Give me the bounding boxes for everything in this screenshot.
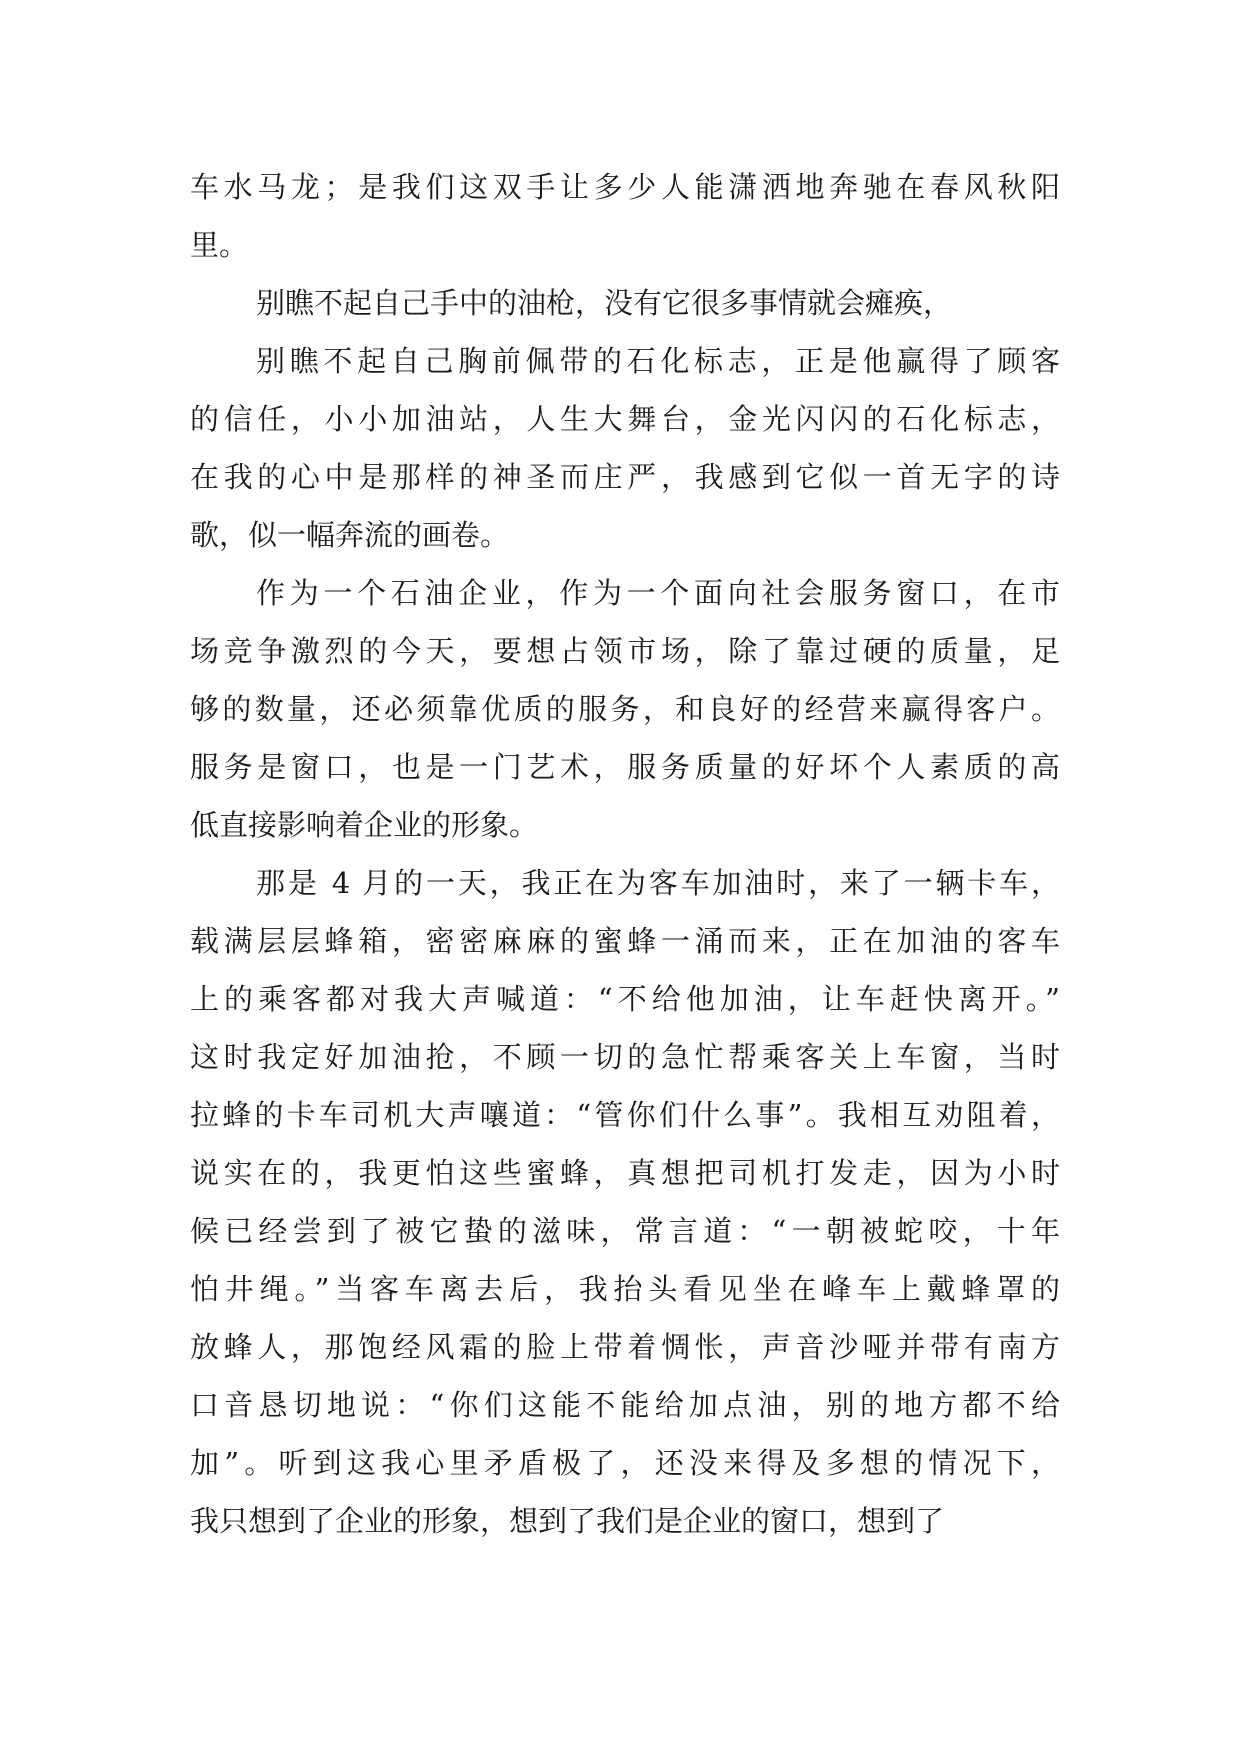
paragraph-line: 上的乘客都对我大声喊道：“不给他加油，让车赶快离开。” <box>190 982 1060 1016</box>
paragraph-line: 这时我定好加油抢，不顾一切的急忙帮乘客关上车窗，当时 <box>190 1040 1060 1074</box>
paragraph-line: 拉蜂的卡车司机大声嚷道：“管你们什么事”。我相互劝阻着， <box>190 1098 1060 1132</box>
paragraph-line: 场竞争激烈的今天，要想占领市场，除了靠过硬的质量，足 <box>190 634 1060 668</box>
paragraph-line: 怕井绳。”当客车离去后，我抬头看见坐在峰车上戴蜂罩的 <box>190 1272 1060 1306</box>
paragraph-line: 歌，似一幅奔流的画卷。 <box>190 518 510 552</box>
paragraph-line: 作为一个石油企业，作为一个面向社会服务窗口，在市 <box>256 576 1060 610</box>
paragraph-line: 别瞧不起自己胸前佩带的石化标志，正是他赢得了顾客 <box>256 344 1060 378</box>
paragraph-line: 在我的心中是那样的神圣而庄严，我感到它似一首无字的诗 <box>190 460 1060 494</box>
paragraph-line: 口音恳切地说：“你们这能不能给加点油，别的地方都不给 <box>190 1388 1060 1422</box>
paragraph-line: 放蜂人，那饱经风霜的脸上带着惆怅，声音沙哑并带有南方 <box>190 1330 1060 1364</box>
paragraph-line: 服务是窗口，也是一门艺术，服务质量的好坏个人素质的高 <box>190 750 1060 784</box>
paragraph-line: 别瞧不起自己手中的油枪，没有它很多事情就会瘫痪， <box>256 286 953 320</box>
paragraph-line: 那是 4 月的一天，我正在为客车加油时，来了一辆卡车， <box>256 866 1060 900</box>
paragraph-line: 我只想到了企业的形象，想到了我们是企业的窗口，想到了 <box>190 1504 945 1538</box>
paragraph-line: 候已经尝到了被它蛰的滋味，常言道：“一朝被蛇咬，十年 <box>190 1214 1060 1248</box>
paragraph-line: 车水马龙；是我们这双手让多少人能潇洒地奔驰在春风秋阳 <box>190 170 1060 204</box>
paragraph-line: 里。 <box>190 228 249 262</box>
paragraph-line: 载满层层蜂箱，密密麻麻的蜜蜂一涌而来，正在加油的客车 <box>190 924 1060 958</box>
paragraph-line: 够的数量，还必须靠优质的服务，和良好的经营来赢得客户。 <box>190 692 1060 726</box>
paragraph-line: 的信任，小小加油站，人生大舞台，金光闪闪的石化标志， <box>190 402 1060 436</box>
paragraph-line: 加”。听到这我心里矛盾极了，还没来得及多想的情况下， <box>190 1446 1060 1480</box>
paragraph-line: 低直接影响着企业的形象。 <box>190 808 539 842</box>
document-body <box>190 158 1060 1550</box>
paragraph-line: 说实在的，我更怕这些蜜蜂，真想把司机打发走，因为小时 <box>190 1156 1060 1190</box>
